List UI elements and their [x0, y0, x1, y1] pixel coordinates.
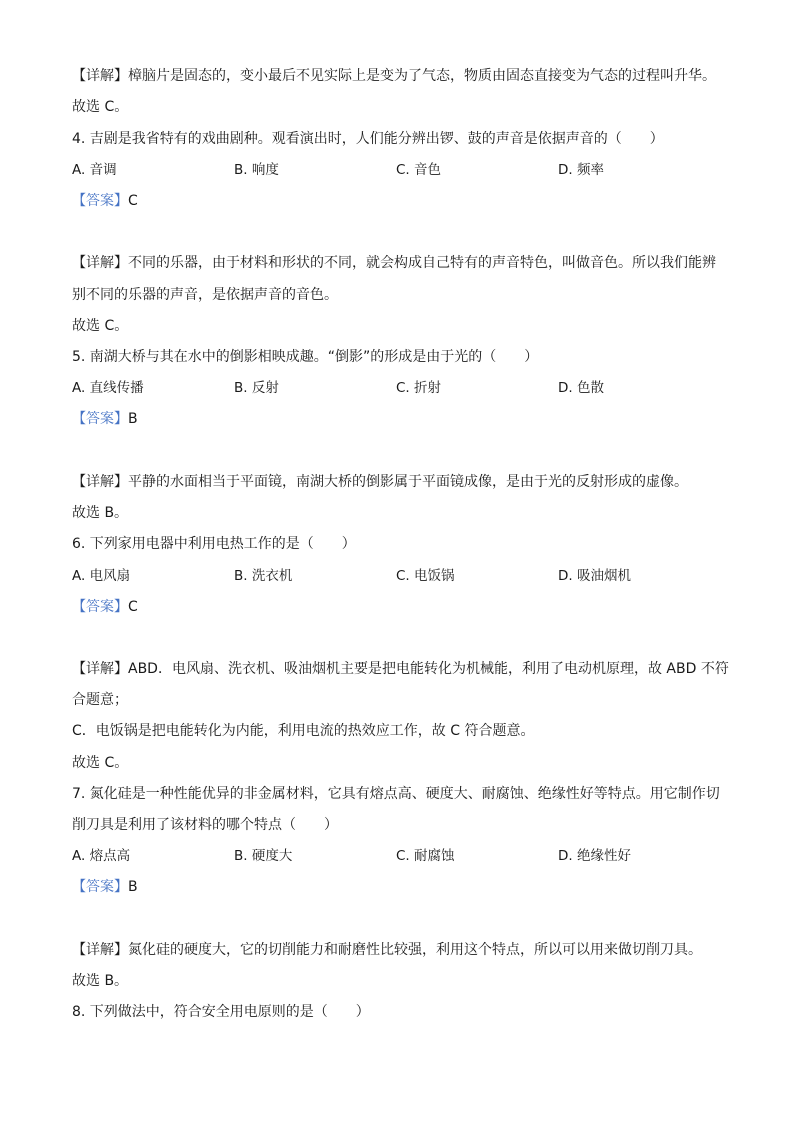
q4-option-a: A. 音调: [72, 162, 117, 178]
q4-option-b: B. 响度: [234, 162, 279, 178]
q6-choice: 故选 C。: [72, 755, 129, 771]
q8-stem: 8. 下列做法中，符合安全用电原则的是（ ）: [72, 1004, 370, 1020]
q6-option-b: B. 洗衣机: [234, 568, 293, 584]
q5-stem: 5. 南湖大桥与其在水中的倒影相映成趣。“倒影”的形成是由于光的（ ）: [72, 349, 539, 365]
q4-choice: 故选 C。: [72, 318, 129, 334]
q6-option-a: A. 电风扇: [72, 568, 131, 584]
q7-option-c: C. 耐腐蚀: [396, 848, 455, 864]
q6-detail-line-1: 【详解】ABD．电风扇、洗衣机、吸油烟机主要是把电能转化为机械能，利用了电动机原理，故 ABD 不符: [72, 661, 729, 677]
q4-stem: 4. 吉剧是我省特有的戏曲剧种。观看演出时，人们能分辨出锣、鼓的声音是依据声音的（ ）: [72, 131, 664, 147]
q5-choice: 故选 B。: [72, 505, 129, 521]
q4-option-c: C. 音色: [396, 162, 442, 178]
q5-detail-line-1: 【详解】平静的水面相当于平面镜，南湖大桥的倒影属于平面镜成像，是由于光的反射形成的虚像。: [72, 474, 688, 490]
q7-option-a: A. 熔点高: [72, 848, 131, 864]
q5-option-b: B. 反射: [234, 380, 279, 396]
q4-answer: 【答案】C: [72, 193, 138, 209]
q6-stem: 6. 下列家用电器中利用电热工作的是（ ）: [72, 536, 356, 552]
q5-answer: 【答案】B: [72, 411, 138, 427]
q7-answer: 【答案】B: [72, 879, 138, 895]
q7-option-b: B. 硬度大: [234, 848, 293, 864]
q3-detail: 【详解】樟脑片是固态的，变小最后不见实际上是变为了气态，物质由固态直接变为气态的过程叫升华。: [72, 68, 716, 84]
q7-option-d: D. 绝缘性好: [558, 848, 631, 864]
q7-stem-line-1: 7. 氮化硅是一种性能优异的非金属材料，它具有熔点高、硬度大、耐腐蚀、绝缘性好等特点。用它制作切: [72, 786, 720, 802]
q4-detail-line-1: 【详解】不同的乐器，由于材料和形状的不同，就会构成自己特有的声音特色，叫做音色。所以我们能辨: [72, 255, 716, 271]
q5-option-a: A. 直线传播: [72, 380, 144, 396]
q5-option-d: D. 色散: [558, 380, 604, 396]
q6-option-d: D. 吸油烟机: [558, 568, 631, 584]
q7-detail-line-1: 【详解】氮化硅的硬度大，它的切削能力和耐磨性比较强，利用这个特点，所以可以用来做切削刀具。: [72, 942, 702, 958]
q4-option-d: D. 频率: [558, 162, 604, 178]
q4-detail-line-2: 别不同的乐器的声音，是依据声音的音色。: [72, 287, 338, 303]
q3-choice: 故选 C。: [72, 99, 129, 115]
q7-choice: 故选 B。: [72, 973, 129, 989]
q6-option-c: C. 电饭锅: [396, 568, 455, 584]
q6-detail-line-3: C．电饭锅是把电能转化为内能，利用电流的热效应工作，故 C 符合题意。: [72, 723, 535, 739]
q6-detail-line-2: 合题意；: [72, 692, 128, 708]
q6-answer: 【答案】C: [72, 599, 138, 615]
q7-stem-line-2: 削刀具是利用了该材料的哪个特点（ ）: [72, 817, 338, 833]
q5-option-c: C. 折射: [396, 380, 442, 396]
